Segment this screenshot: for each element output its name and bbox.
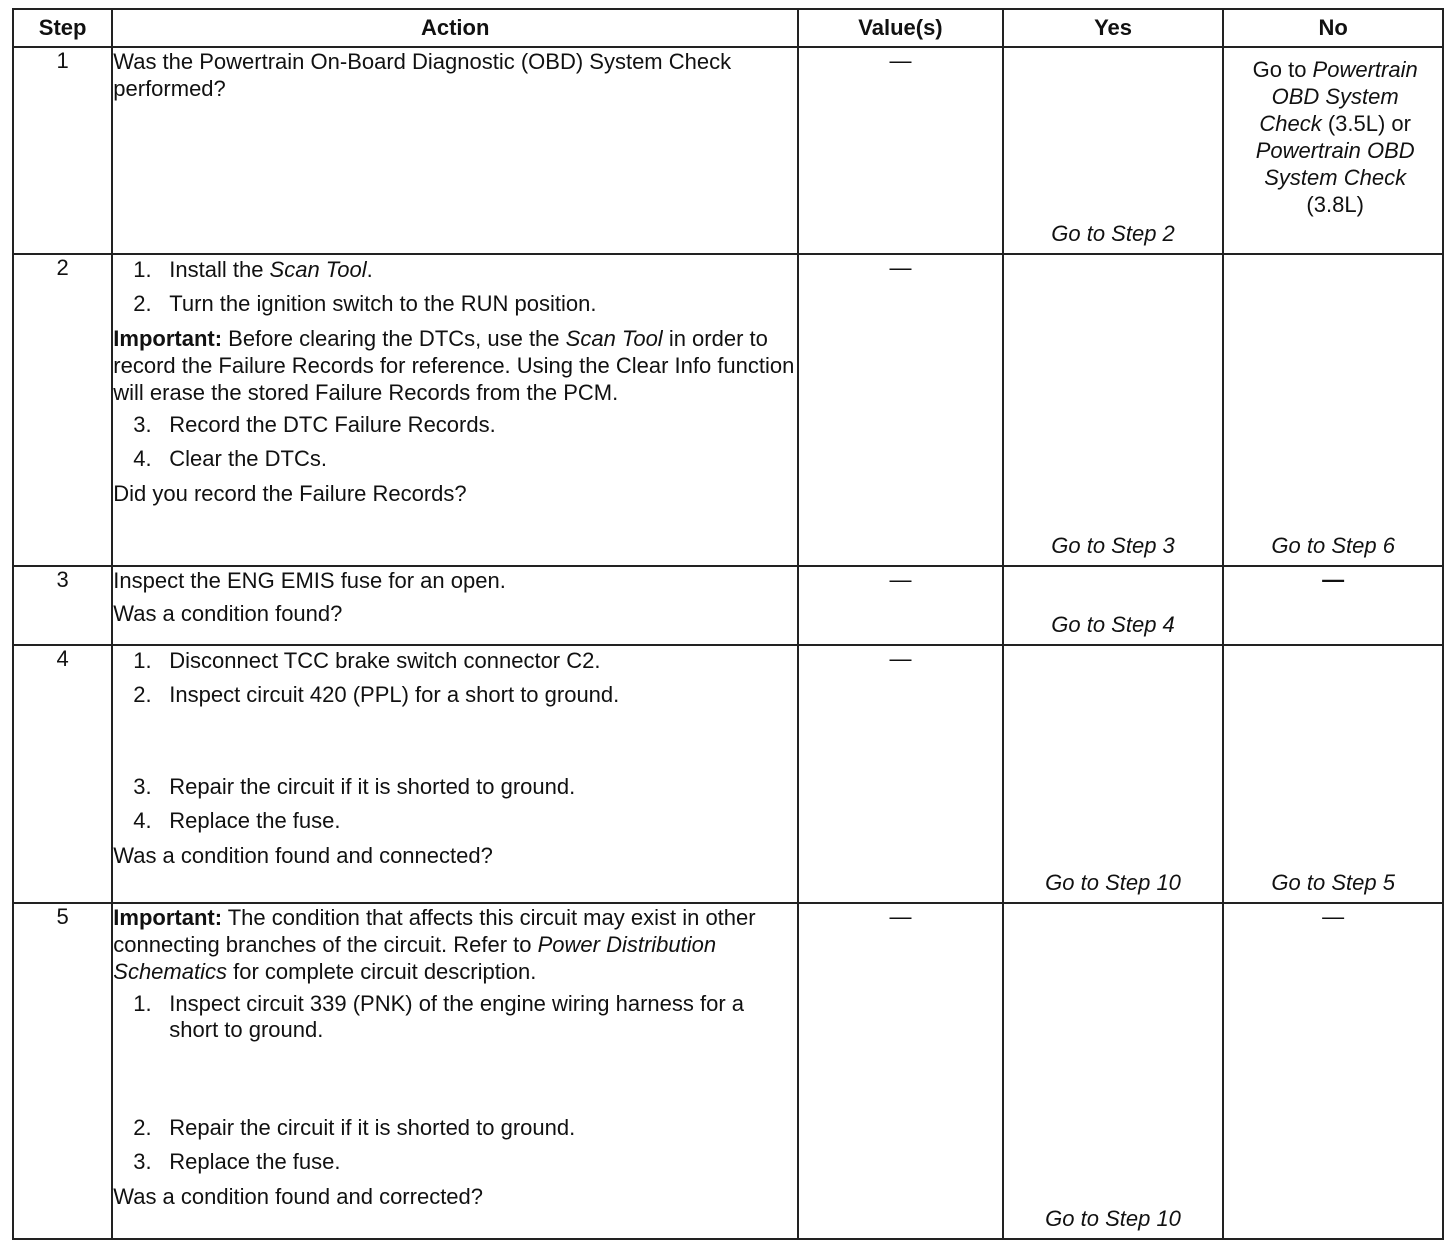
value-dash: — <box>798 254 1003 566</box>
action-list <box>113 991 797 1043</box>
list-item: 2. Repair the circuit if it is shorted to ground. <box>133 1115 576 1140</box>
spacer <box>113 1051 797 1113</box>
table-row-step-5 <box>13 903 1443 1239</box>
list-item: 2. Turn the ignition switch to the RUN position. <box>133 291 597 316</box>
list-item: 2. Inspect circuit 420 (PPL) for a short to ground. <box>133 682 620 707</box>
action-list <box>113 1115 797 1175</box>
action-cell <box>112 903 798 1239</box>
header-yes: Yes <box>1003 9 1224 47</box>
no-goto-text: Go to Powertrain OBD System Check (3.5L) or Powertrain OBD System Check (3.8L) <box>1252 57 1418 217</box>
no-cell <box>1223 254 1443 566</box>
spacer <box>113 716 797 772</box>
list-item: 3. Repair the circuit if it is shorted to ground. <box>133 774 576 799</box>
yes-cell <box>1003 903 1224 1239</box>
header-action: Action <box>112 9 798 47</box>
step-number: 3 <box>13 566 112 645</box>
yes-goto-link[interactable]: Go to Step 2 <box>1051 221 1175 246</box>
value-dash: — <box>798 566 1003 645</box>
yes-goto-link[interactable]: Go to Step 3 <box>1051 533 1175 558</box>
no-cell <box>1223 645 1443 903</box>
header-no: No <box>1223 9 1443 47</box>
value-dash: — <box>798 47 1003 254</box>
action-line: Inspect the ENG EMIS fuse for an open. <box>113 568 506 593</box>
table-row-step-3 <box>13 566 1443 645</box>
yes-goto-link[interactable]: Go to Step 10 <box>1045 1206 1181 1231</box>
diagnostic-table <box>12 8 1444 1240</box>
list-item: 1. Disconnect TCC brake switch connector C2. <box>133 648 601 673</box>
action-cell <box>112 47 798 254</box>
important-note: Important: Before clearing the DTCs, use the Scan Tool in order to record the Failure Records for reference. Using the Clear Info function will erase the stored Failure Records from the PCM. <box>113 326 795 405</box>
header-step: Step <box>13 9 112 47</box>
action-question: Did you record the Failure Records? <box>113 481 467 506</box>
yes-cell <box>1003 566 1224 645</box>
list-item: 3. Replace the fuse. <box>133 1149 341 1174</box>
no-goto-link[interactable]: Go to Step 6 <box>1271 533 1395 558</box>
action-cell <box>112 254 798 566</box>
no-cell <box>1223 47 1443 254</box>
action-list <box>113 648 797 708</box>
list-item: 4. Clear the DTCs. <box>133 446 327 471</box>
value-dash: — <box>798 645 1003 903</box>
header-values: Value(s) <box>798 9 1003 47</box>
action-question: Was a condition found and connected? <box>113 843 493 868</box>
no-goto-link[interactable]: Go to Step 5 <box>1271 870 1395 895</box>
table-row-step-1 <box>13 47 1443 254</box>
yes-cell <box>1003 254 1224 566</box>
step-number: 4 <box>13 645 112 903</box>
yes-cell <box>1003 645 1224 903</box>
action-question: Was a condition found and corrected? <box>113 1184 484 1209</box>
table-row-step-2 <box>13 254 1443 566</box>
action-cell <box>112 645 798 903</box>
important-note: Important: The condition that affects this circuit may exist in other connecting branches of the circuit. Refer to Power Distribution Schematics for complete circuit description. <box>113 905 756 984</box>
step-number: 2 <box>13 254 112 566</box>
no-dash: — <box>1223 903 1443 1239</box>
list-item: 4. Replace the fuse. <box>133 808 341 833</box>
value-dash: — <box>798 903 1003 1239</box>
step-number: 1 <box>13 47 112 254</box>
action-list <box>113 257 797 317</box>
list-item: 1. Inspect circuit 339 (PNK) of the engine wiring harness for a short to ground. <box>133 991 744 1042</box>
list-item: 1. Install the Scan Tool. <box>133 257 373 282</box>
yes-cell <box>1003 47 1224 254</box>
step-number: 5 <box>13 903 112 1239</box>
action-list <box>113 774 797 834</box>
action-question: Was the Powertrain On-Board Diagnostic (OBD) System Check performed? <box>113 49 732 101</box>
yes-goto-link[interactable]: Go to Step 4 <box>1051 612 1175 637</box>
no-dash: — <box>1223 566 1443 645</box>
powertrain-obd-link-35[interactable]: Powertrain OBD System Check <box>1259 57 1418 136</box>
header-row <box>13 9 1443 47</box>
action-cell <box>112 566 798 645</box>
yes-goto-link[interactable]: Go to Step 10 <box>1045 870 1181 895</box>
list-item: 3. Record the DTC Failure Records. <box>133 412 496 437</box>
table-row-step-4 <box>13 645 1443 903</box>
action-list <box>113 412 797 472</box>
action-question: Was a condition found? <box>113 601 343 626</box>
powertrain-obd-link-38[interactable]: Powertrain OBD System Check <box>1255 138 1415 190</box>
